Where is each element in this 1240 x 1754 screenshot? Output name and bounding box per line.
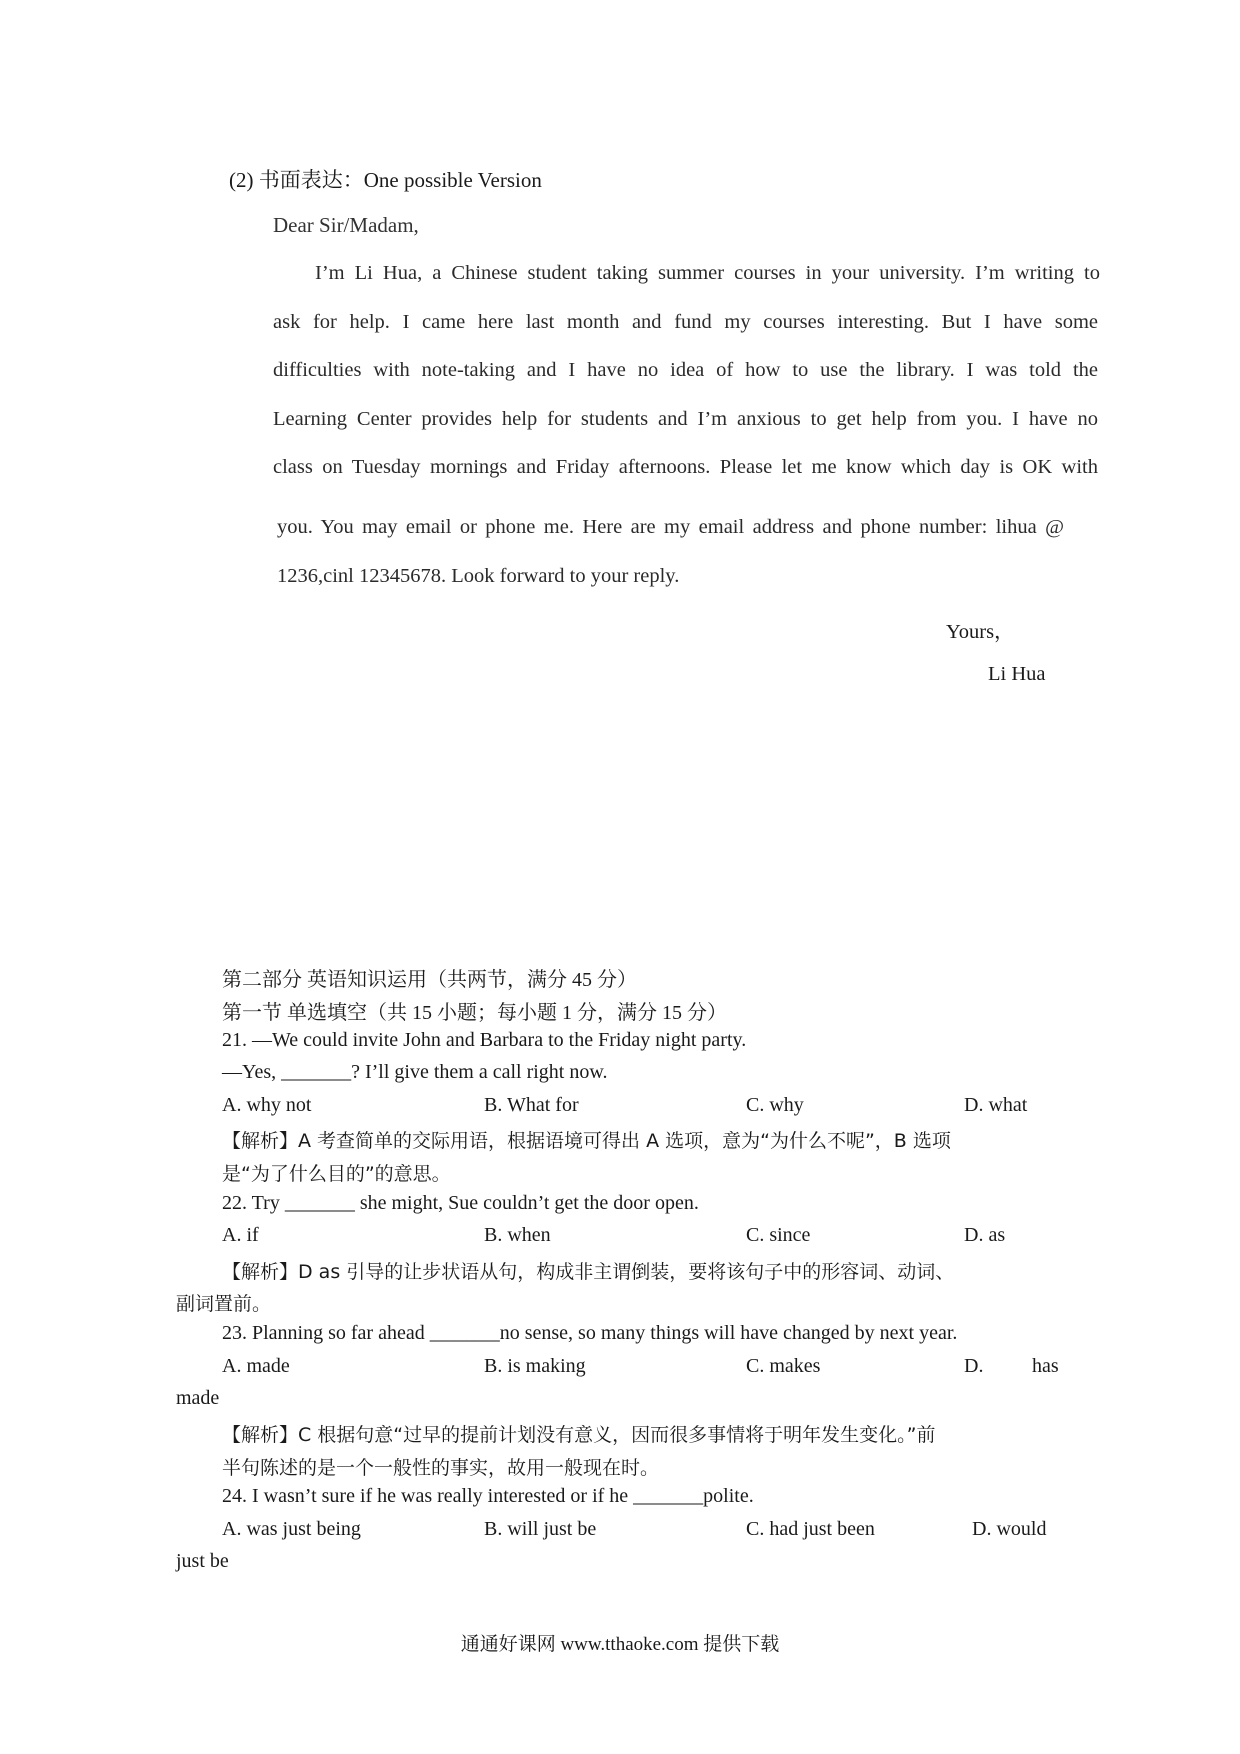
q22-option-b: B. when [484,1224,551,1246]
q23-analysis-line-2: 半句陈述的是一个一般性的事实，故用一般现在时。 [222,1457,660,1479]
essay-line-6: you. You may email or phone me. Here are my email address and phone number: lihua @ [277,516,1064,538]
q21-option-a: A. why not [222,1094,312,1116]
q21-option-b: B. What for [484,1094,579,1116]
q23-option-d-letter: D. [964,1355,984,1377]
q23-option-d-wrap: made [176,1387,220,1409]
question-21-line-1: 21. —We could invite John and Barbara to the Friday night party. [222,1029,747,1051]
q22-option-c: C. since [746,1224,811,1246]
essay-line-3: difficulties with note-taking and I have no idea of how to use the library. I was told the [273,359,1098,381]
q21-option-c: C. why [746,1094,804,1116]
q23-option-b: B. is making [484,1355,586,1377]
essay-line-2: ask for help. I came here last month and fund my courses interesting. But I have some [273,311,1098,333]
q24-option-d-wrap: just be [176,1550,229,1572]
q21-analysis-line-2: 是“为了什么目的”的意思。 [222,1163,451,1185]
question-22-line-1: 22. Try _______ she might, Sue couldn’t get the door open. [222,1192,699,1214]
q22-analysis-line-1: 【解析】D as 引导的让步状语从句，构成非主谓倒装，要将该句子中的形容词、动词、 [222,1261,955,1283]
q22-option-a: A. if [222,1224,259,1246]
q24-option-d: D. would [972,1518,1047,1540]
q24-option-a: A. was just being [222,1518,361,1540]
q21-analysis-line-1: 【解析】A 考查简单的交际用语，根据语境可得出 A 选项，意为“为什么不呢”，B 选项 [222,1130,951,1152]
q23-analysis-line-1: 【解析】C 根据句意“过早的提前计划没有意义，因而很多事情将于明年发生变化。”前 [222,1424,936,1446]
essay-line-5: class on Tuesday mornings and Friday afternoons. Please let me know which day is OK with [273,456,1098,478]
page-footer: 通通好课网 www.tthaoke.com 提供下载 [460,1634,780,1655]
letter-greeting: Dear Sir/Madam, [273,213,419,237]
q23-option-c: C. makes [746,1355,821,1377]
part-title: 第二部分 英语知识运用（共两节，满分 45 分） [222,969,637,991]
letter-signature: Li Hua [988,663,1046,685]
section-title: 第一节 单选填空（共 15 小题；每小题 1 分，满分 15 分） [222,1002,727,1024]
essay-line-1: I’m Li Hua, a Chinese student taking summer courses in your university. I’m writing to [315,262,1100,284]
letter-closing: Yours， [946,621,1015,643]
essay-line-7: 1236,cinl 12345678. Look forward to your reply. [277,565,680,587]
q22-option-d: D. as [964,1224,1006,1246]
essay-line-4: Learning Center provides help for students and I’m anxious to get help from you. I have no [273,408,1098,430]
question-21-line-2: —Yes, _______? I’ll give them a call right now. [222,1061,608,1083]
question-23-line-1: 23. Planning so far ahead _______no sense, so many things will have changed by next year. [222,1322,958,1344]
q22-analysis-line-2: 副词置前。 [176,1293,272,1315]
q21-option-d: D. what [964,1094,1028,1116]
q24-option-c: C. had just been [746,1518,875,1540]
question-24-line-1: 24. I wasn’t sure if he was really interested or if he _______polite. [222,1485,754,1507]
q24-option-b: B. will just be [484,1518,597,1540]
q23-option-d-text: has [1032,1355,1059,1377]
essay-heading: (2) 书面表达：One possible Version [229,168,542,192]
q23-option-a: A. made [222,1355,290,1377]
